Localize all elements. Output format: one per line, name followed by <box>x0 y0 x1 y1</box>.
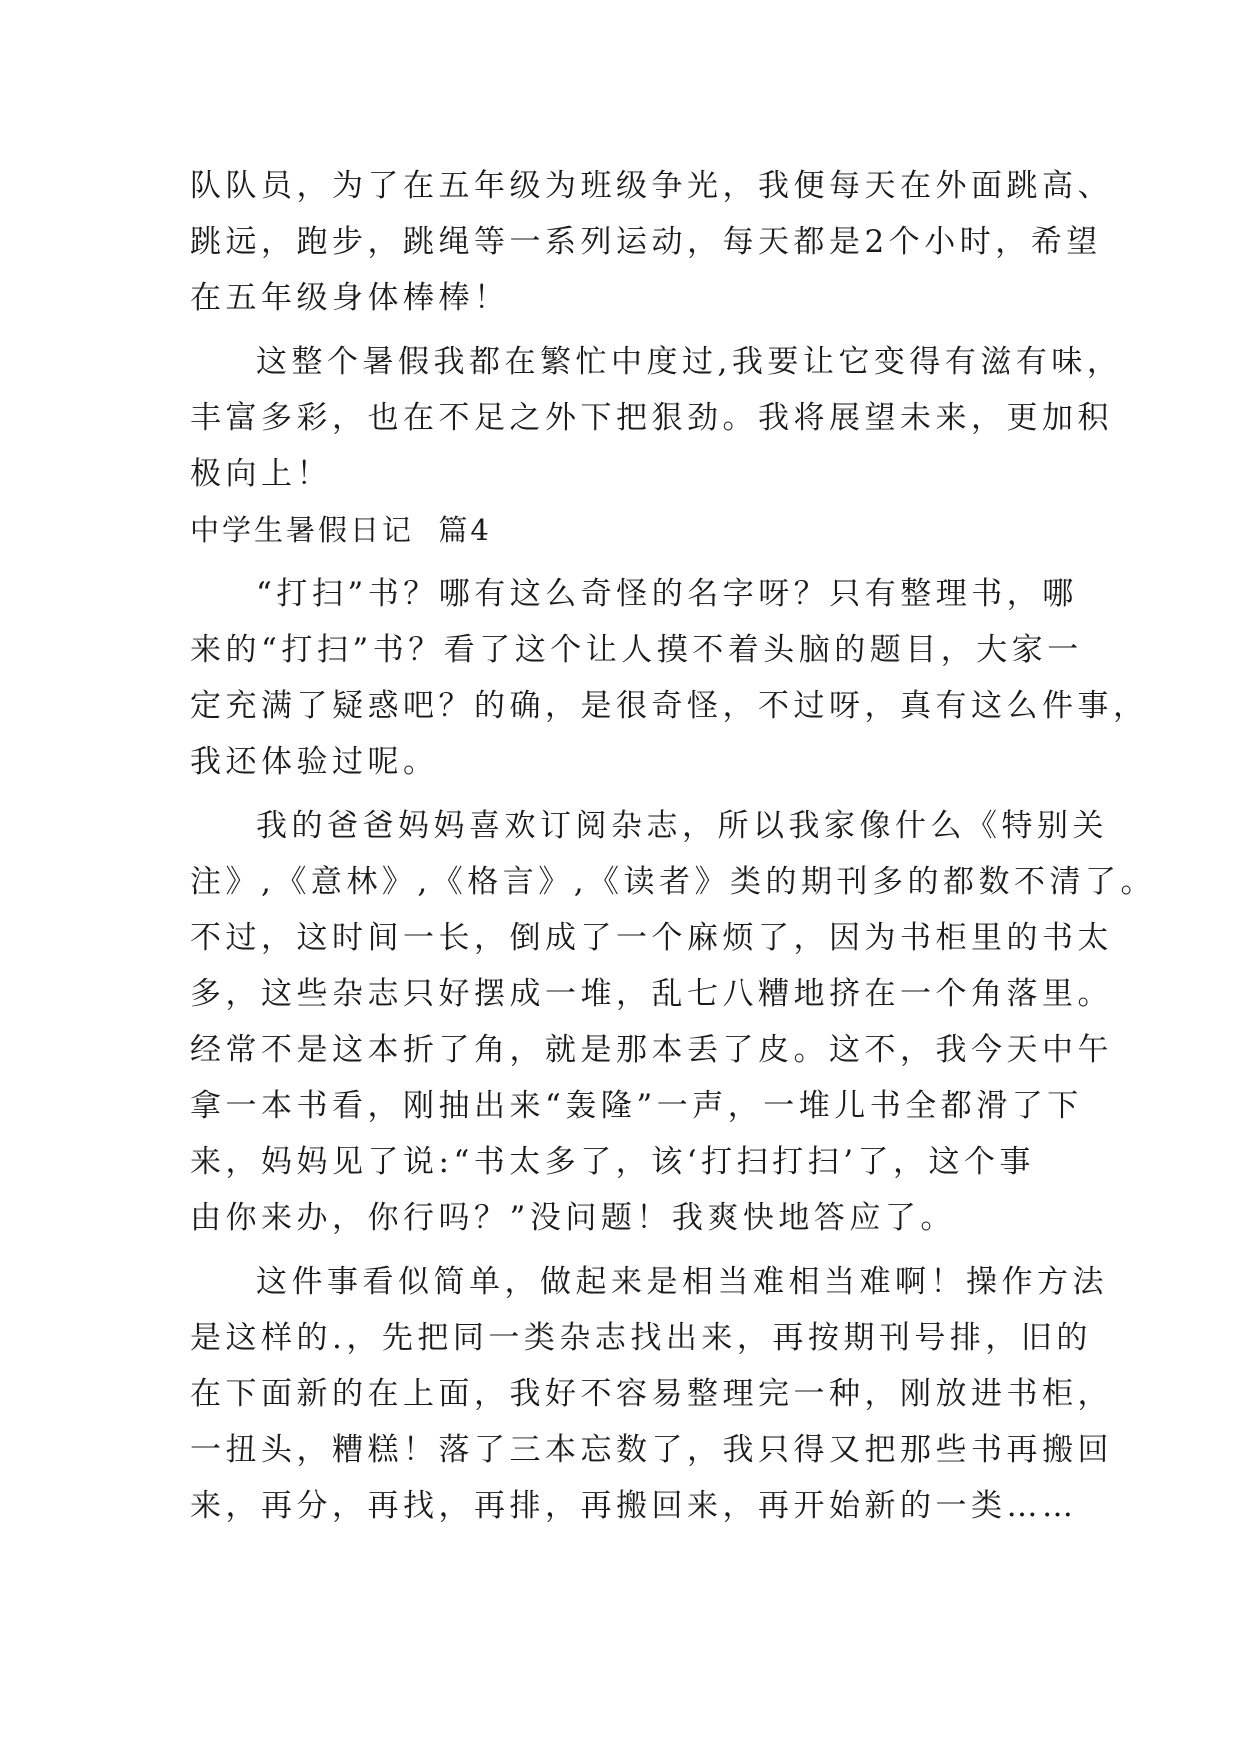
paragraph <box>190 158 1113 326</box>
text-line: 来的“打扫”书？看了这个让人摸不着头脑的题目，大家一 <box>190 632 1083 668</box>
paragraph <box>190 1254 1113 1534</box>
text-line: “打扫”书？哪有这么奇怪的名字呀？只有整理书，哪 <box>256 576 1078 612</box>
text-line: 我还体验过呢。 <box>190 744 439 780</box>
text-line: 拿一本书看，刚抽出来“轰隆”一声，一堆儿书全都滑了下 <box>190 1088 1083 1124</box>
text-line: 丰富多彩，也在不足之外下把狠劲。我将展望未来，更加积 <box>190 400 1113 436</box>
section-heading: 中学生暑假日记 篇4 <box>190 513 492 547</box>
text-line: 经常不是这本折了角，就是那本丢了皮。这不，我今天中午 <box>190 1032 1113 1068</box>
text-line: 是这样的.，先把同一类杂志找出来，再按期刊号排，旧的 <box>190 1320 1092 1356</box>
text-line: 来，再分，再找，再排，再搬回来，再开始新的一类…… <box>190 1488 1078 1524</box>
text-line: 一扭头，糟糕！落了三本忘数了，我只得又把那些书再搬回 <box>190 1432 1113 1468</box>
text-line: 极向上！ <box>190 456 332 492</box>
paragraph <box>190 798 1157 1246</box>
text-line: 在五年级身体棒棒！ <box>190 280 510 316</box>
text-line: 注》,《意林》,《格言》,《读者》类的期刊多的都数不清了。 <box>190 864 1157 900</box>
paragraph <box>190 566 1149 790</box>
document-page <box>190 158 1157 1534</box>
text-line: 由你来办，你行吗？”没问题！我爽快地答应了。 <box>190 1200 956 1236</box>
text-line: 队队员，为了在五年级为班级争光，我便每天在外面跳高、 <box>190 168 1113 204</box>
text-line: 这件事看似简单，做起来是相当难相当难啊！操作方法 <box>256 1264 1108 1300</box>
text-line: 在下面新的在上面，我好不容易整理完一种，刚放进书柜， <box>190 1376 1113 1412</box>
text-line: 来，妈妈见了说:“书太多了，该‘打扫打扫’了，这个事 <box>190 1144 1035 1180</box>
text-line: 跳远，跑步，跳绳等一系列运动，每天都是2个小时，希望 <box>190 224 1102 260</box>
text-line: 定充满了疑惑吧？的确，是很奇怪，不过呀，真有这么件事， <box>190 688 1149 724</box>
text-line: 我的爸爸妈妈喜欢订阅杂志，所以我家像什么《特别关 <box>256 808 1108 844</box>
text-line: 这整个暑假我都在繁忙中度过,我要让它变得有滋有味， <box>256 344 1123 380</box>
text-line: 多，这些杂志只好摆成一堆，乱七八糟地挤在一个角落里。 <box>190 976 1113 1012</box>
text-line: 不过，这时间一长，倒成了一个麻烦了，因为书柜里的书太 <box>190 920 1113 956</box>
paragraph <box>190 334 1123 502</box>
